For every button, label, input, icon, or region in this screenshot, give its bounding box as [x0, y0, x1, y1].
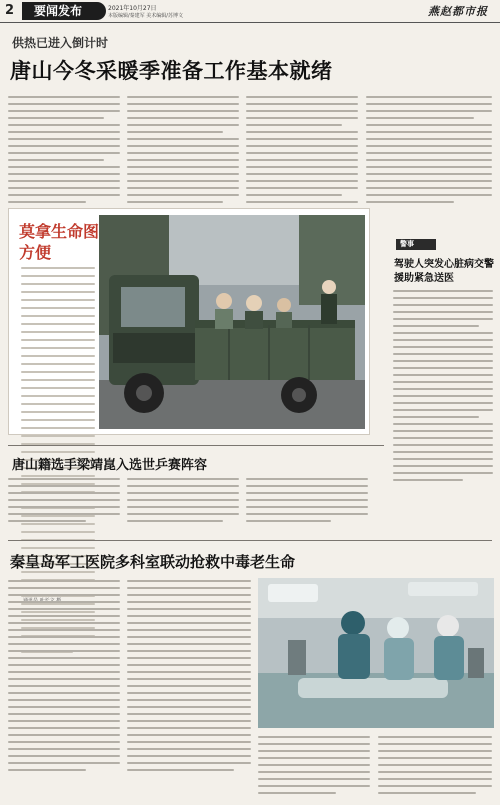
- page-header: [0, 0, 500, 22]
- page-number: 2: [5, 3, 15, 18]
- story3-col-1: [8, 580, 120, 776]
- story2-headline: 唐山籍选手梁靖崑入选世乒赛阵容: [12, 458, 208, 473]
- issue-date: 2021年10月27日: [108, 5, 157, 12]
- lead-body-col-4: [366, 96, 492, 208]
- feature-title: 莫拿生命图方便: [19, 222, 100, 262]
- surgery-photo: [258, 578, 494, 728]
- editor-credits: 本版编辑/秦建军 美术编辑/苏博文: [108, 13, 183, 19]
- truck-photo: [99, 215, 365, 429]
- photo-feature: [8, 208, 370, 435]
- masthead-logo: 燕赵都市报: [428, 5, 488, 18]
- police-body: [393, 290, 493, 486]
- story3-col-4: [378, 736, 492, 799]
- lead-body-col-2: [127, 96, 239, 208]
- lead-headline: 唐山今冬采暖季准备工作基本就绪: [10, 59, 333, 83]
- story3-col-3: [258, 736, 370, 799]
- story3-headline: 秦皇岛军工医院多科室联动抢救中毒老生命: [10, 553, 296, 571]
- lead-body-col-1: [8, 96, 120, 208]
- story3-col-2: [127, 580, 251, 776]
- header-rule: [0, 22, 500, 23]
- section-tag: 要闻发布: [22, 2, 106, 20]
- police-headline: 驾驶人突发心脏病交警援助紧急送医: [394, 259, 494, 284]
- lead-kicker: 供热已进入倒计时: [12, 36, 109, 50]
- story2-col-3: [246, 478, 368, 527]
- story2-col-1: [8, 478, 120, 527]
- story2-col-2: [127, 478, 239, 527]
- police-tag: 警事: [396, 239, 436, 250]
- divider-rule-2: [8, 540, 492, 541]
- lead-body-col-3: [246, 96, 358, 208]
- divider-rule: [8, 445, 384, 446]
